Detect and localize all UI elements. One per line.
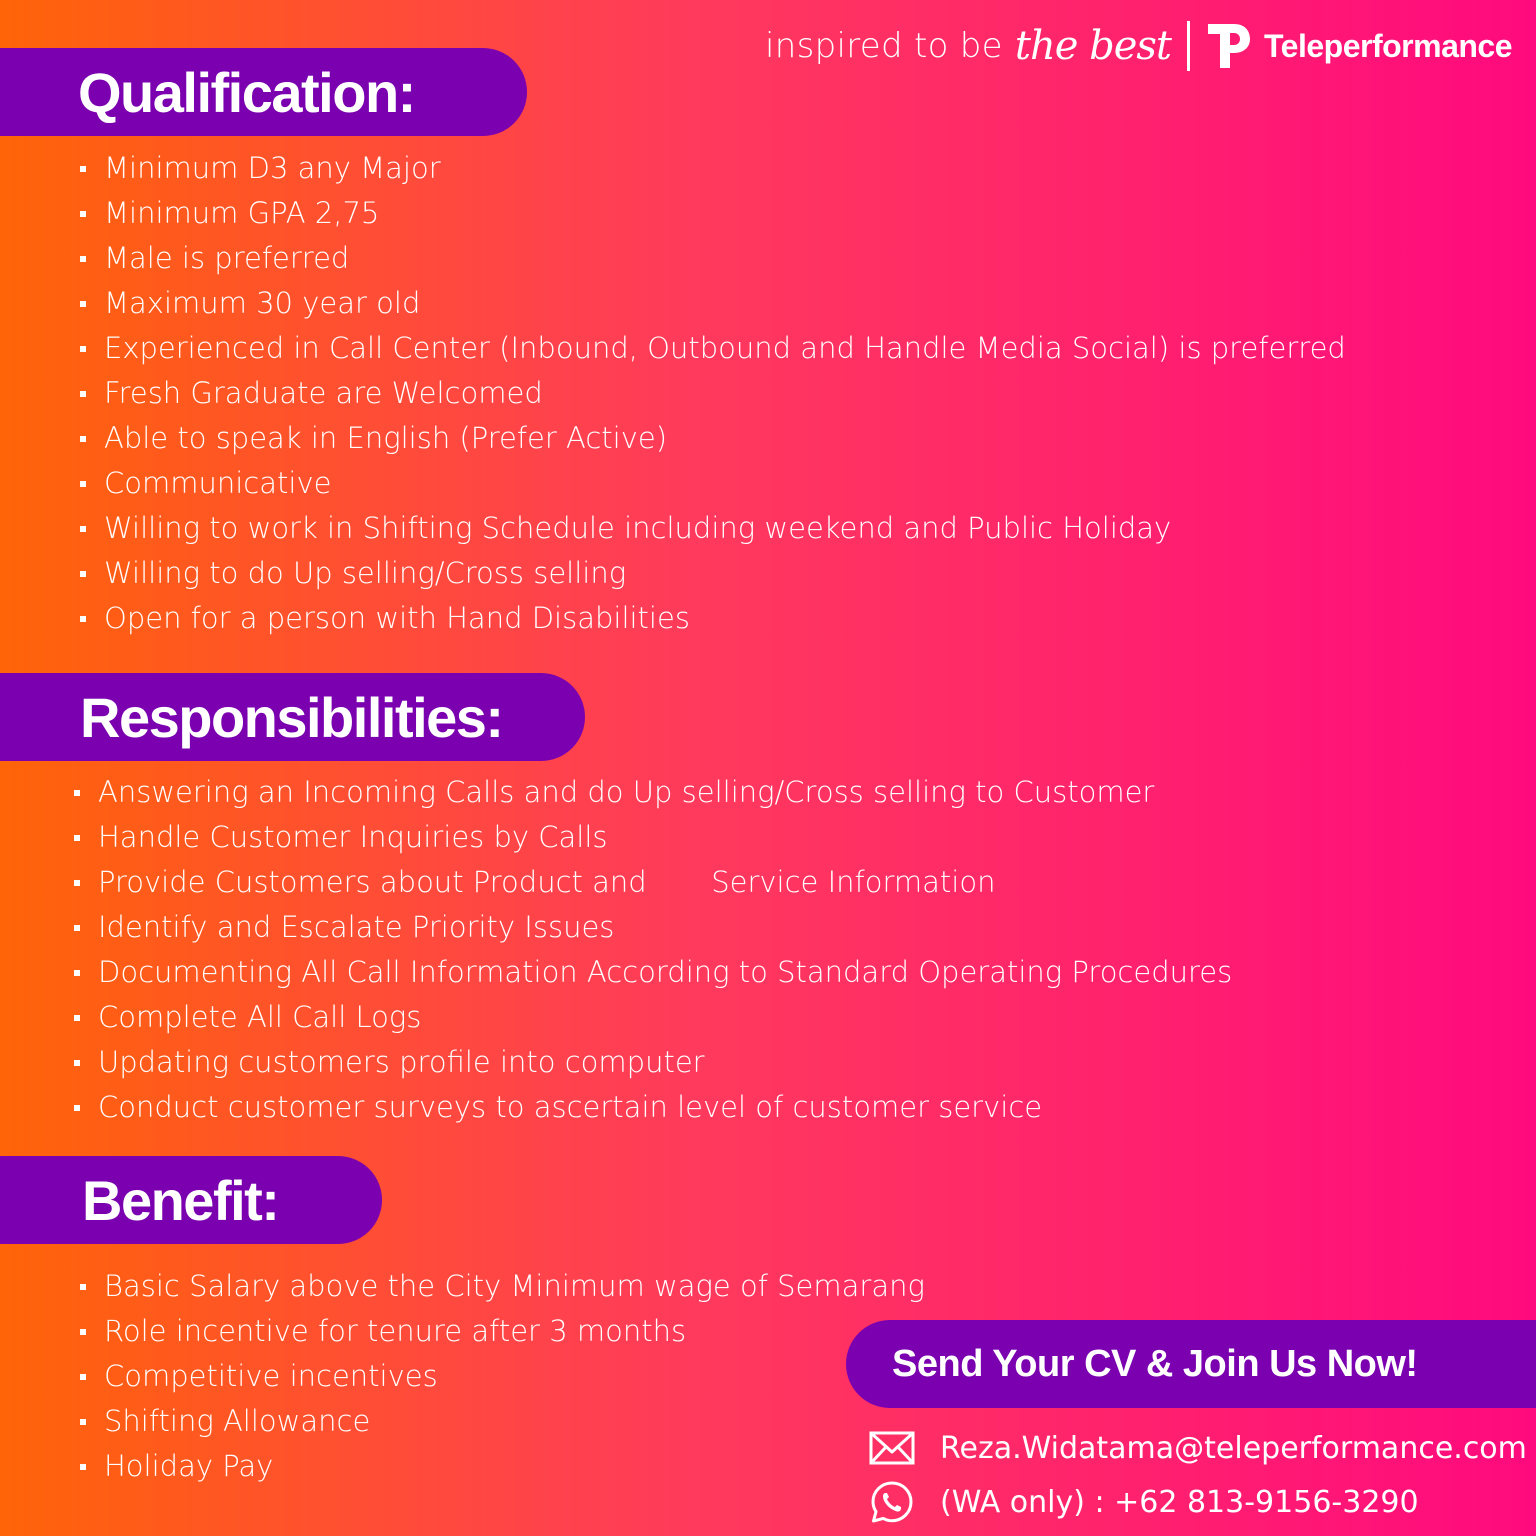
list-item: Provide Customers about Product and Service Information: [98, 860, 1232, 905]
list-item: Identify and Escalate Priority Issues: [98, 905, 1232, 950]
list-item: Maximum 30 year old: [104, 281, 1346, 326]
tagline-prefix: inspired to be: [764, 26, 1003, 66]
contact-phone[interactable]: [868, 1478, 1419, 1526]
benefit-title: Benefit:: [82, 1168, 279, 1232]
responsibilities-header: [0, 673, 585, 761]
brand-name: Teleperformance: [1264, 27, 1512, 64]
list-item: Basic Salary above the City Minimum wage of Semarang: [104, 1264, 925, 1309]
list-item: Experienced in Call Center (Inbound, Outbound and Handle Media Social) is preferred: [104, 326, 1346, 371]
list-item: Communicative: [104, 461, 1346, 506]
email-address[interactable]: Reza.Widatama@teleperformance.com: [940, 1430, 1527, 1466]
envelope-icon: [868, 1424, 916, 1472]
qualification-list: [104, 146, 1346, 641]
list-item: Handle Customer Inquiries by Calls: [98, 815, 1232, 860]
qualification-header: [0, 48, 527, 136]
list-item: Open for a person with Hand Disabilities: [104, 596, 1346, 641]
list-item: Shifting Allowance: [104, 1399, 925, 1444]
list-item: Willing to work in Shifting Schedule including weekend and Public Holiday: [104, 506, 1346, 551]
list-item: Willing to do Up selling/Cross selling: [104, 551, 1346, 596]
brand-header: [765, 14, 1512, 78]
cta-banner: [846, 1320, 1536, 1408]
responsibilities-list: [98, 770, 1232, 1130]
list-item: Role incentive for tenure after 3 months: [104, 1309, 925, 1354]
list-item: Updating customers profile into computer: [98, 1040, 1232, 1085]
list-item: Fresh Graduate are Welcomed: [104, 371, 1346, 416]
list-item: Documenting All Call Information According to Standard Operating Procedures: [98, 950, 1232, 995]
cta-text: Send Your CV & Join Us Now!: [892, 1342, 1418, 1385]
list-item: Conduct customer surveys to ascertain level of customer service: [98, 1085, 1232, 1130]
tagline-script: the best: [1014, 23, 1171, 69]
list-item: Answering an Incoming Calls and do Up selling/Cross selling to Customer: [98, 770, 1232, 815]
whatsapp-icon: [868, 1478, 916, 1526]
benefit-list: [104, 1264, 925, 1489]
list-item: Complete All Call Logs: [98, 995, 1232, 1040]
qualification-title: Qualification:: [78, 60, 415, 124]
phone-number[interactable]: (WA only) : +62 813-9156-3290: [940, 1484, 1419, 1520]
list-item: Minimum D3 any Major: [104, 146, 1346, 191]
list-item: Able to speak in English (Prefer Active): [104, 416, 1346, 461]
list-item: Holiday Pay: [104, 1444, 925, 1489]
brand-divider: [1187, 21, 1190, 71]
list-item: Competitive incentives: [104, 1354, 925, 1399]
contact-email[interactable]: [868, 1424, 1527, 1472]
teleperformance-logo-icon: [1206, 20, 1252, 72]
benefit-header: [0, 1156, 382, 1244]
list-item: Minimum GPA 2,75: [104, 191, 1346, 236]
list-item: Male is preferred: [104, 236, 1346, 281]
responsibilities-title: Responsibilities:: [80, 685, 503, 749]
